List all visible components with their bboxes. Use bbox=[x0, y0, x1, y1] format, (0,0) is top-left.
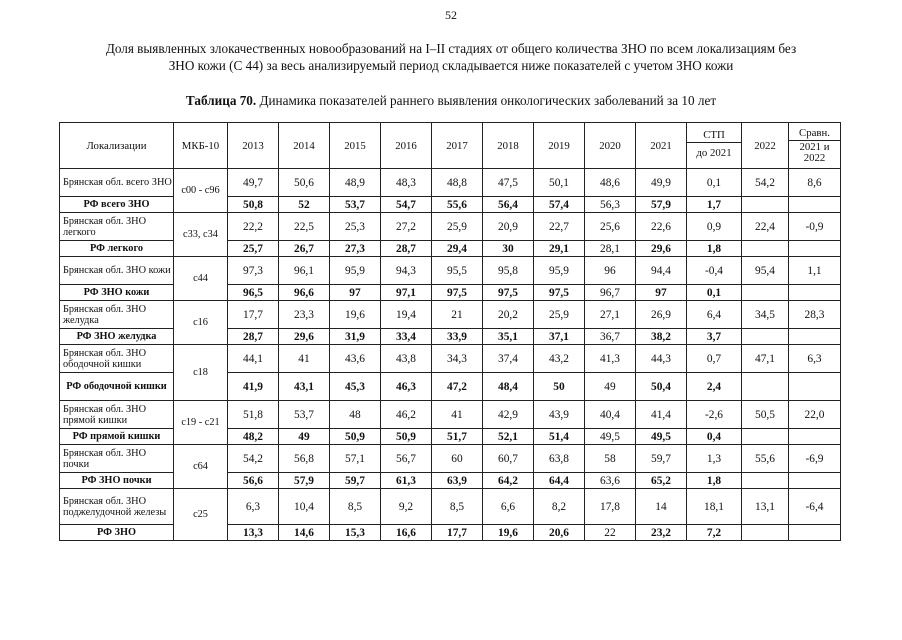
header-compare bbox=[789, 123, 841, 169]
value-cell: 17,8 bbox=[585, 489, 636, 525]
value-cell: 49,7 bbox=[228, 169, 279, 197]
compare-cell: -6,4 bbox=[789, 489, 841, 525]
header-year: 2017 bbox=[432, 123, 483, 169]
value-cell: 55,6 bbox=[432, 197, 483, 213]
table-caption bbox=[50, 93, 852, 109]
header-stp-top: СТП bbox=[687, 129, 741, 143]
table-row bbox=[60, 401, 841, 429]
value-cell: 96,6 bbox=[279, 285, 330, 301]
value-cell: 48,9 bbox=[330, 169, 381, 197]
value-cell: 50,8 bbox=[228, 197, 279, 213]
value-cell: 40,4 bbox=[585, 401, 636, 429]
value-cell: 28,7 bbox=[228, 329, 279, 345]
intro-line-2: ЗНО кожи (С 44) за весь анализируемый период складывается ниже показателей с учетом ЗНО кожи bbox=[168, 58, 734, 73]
value-cell: 28,1 bbox=[585, 241, 636, 257]
row-label: Брянская обл. ЗНО кожи bbox=[60, 257, 174, 285]
value-cell: 60 bbox=[432, 445, 483, 473]
icd-code: с25 bbox=[174, 489, 228, 541]
cancer-detection-table bbox=[59, 122, 841, 541]
icd-code: с16 bbox=[174, 301, 228, 345]
value-cell: 50,6 bbox=[279, 169, 330, 197]
value-cell: 25,6 bbox=[585, 213, 636, 241]
value-cell: 25,9 bbox=[534, 301, 585, 329]
value-2022-cell bbox=[742, 329, 789, 345]
value-cell: 49 bbox=[585, 373, 636, 401]
row-label: Брянская обл. ЗНО желудка bbox=[60, 301, 174, 329]
row-label: Брянская обл. всего ЗНО bbox=[60, 169, 174, 197]
header-compare-top: Сравн. bbox=[789, 127, 840, 141]
value-cell: 48,6 bbox=[585, 169, 636, 197]
value-cell: 43,8 bbox=[381, 345, 432, 373]
value-cell: 26,9 bbox=[636, 301, 687, 329]
compare-cell: 8,6 bbox=[789, 169, 841, 197]
stp-cell: 1,8 bbox=[687, 241, 742, 257]
value-cell: 27,3 bbox=[330, 241, 381, 257]
value-cell: 48 bbox=[330, 401, 381, 429]
value-cell: 51,4 bbox=[534, 429, 585, 445]
value-cell: 29,6 bbox=[279, 329, 330, 345]
value-cell: 60,7 bbox=[483, 445, 534, 473]
value-cell: 17,7 bbox=[432, 525, 483, 541]
value-2022-cell: 13,1 bbox=[742, 489, 789, 525]
value-cell: 19,6 bbox=[483, 525, 534, 541]
table-row bbox=[60, 301, 841, 329]
page-number: 52 bbox=[445, 8, 457, 22]
header-compare-bottom: 2021 и 2022 bbox=[799, 140, 830, 164]
row-label: Брянская обл. ЗНО поджелудочной железы bbox=[60, 489, 174, 525]
value-cell: 52 bbox=[279, 197, 330, 213]
header-icd: МКБ-10 bbox=[174, 123, 228, 169]
value-cell: 50,1 bbox=[534, 169, 585, 197]
value-cell: 95,9 bbox=[534, 257, 585, 285]
value-cell: 51,8 bbox=[228, 401, 279, 429]
compare-cell bbox=[789, 473, 841, 489]
value-cell: 48,8 bbox=[432, 169, 483, 197]
value-cell: 8,2 bbox=[534, 489, 585, 525]
value-cell: 34,3 bbox=[432, 345, 483, 373]
value-cell: 49,9 bbox=[636, 169, 687, 197]
table-row bbox=[60, 213, 841, 241]
value-cell: 8,5 bbox=[330, 489, 381, 525]
value-cell: 63,9 bbox=[432, 473, 483, 489]
value-cell: 23,2 bbox=[636, 525, 687, 541]
value-cell: 65,2 bbox=[636, 473, 687, 489]
value-cell: 56,4 bbox=[483, 197, 534, 213]
value-cell: 50,9 bbox=[330, 429, 381, 445]
value-cell: 57,1 bbox=[330, 445, 381, 473]
value-2022-cell bbox=[742, 373, 789, 401]
value-cell: 42,9 bbox=[483, 401, 534, 429]
icd-code: с44 bbox=[174, 257, 228, 301]
value-cell: 96,5 bbox=[228, 285, 279, 301]
compare-cell bbox=[789, 525, 841, 541]
stp-cell: 1,3 bbox=[687, 445, 742, 473]
value-cell: 31,9 bbox=[330, 329, 381, 345]
value-cell: 43,9 bbox=[534, 401, 585, 429]
value-cell: 50,4 bbox=[636, 373, 687, 401]
value-cell: 97,3 bbox=[228, 257, 279, 285]
value-cell: 22,2 bbox=[228, 213, 279, 241]
header-year: 2013 bbox=[228, 123, 279, 169]
value-cell: 10,4 bbox=[279, 489, 330, 525]
row-label: Брянская обл. ЗНО прямой кишки bbox=[60, 401, 174, 429]
value-cell: 29,4 bbox=[432, 241, 483, 257]
row-label-rf: РФ прямой кишки bbox=[60, 429, 174, 445]
compare-cell: -0,9 bbox=[789, 213, 841, 241]
value-cell: 20,6 bbox=[534, 525, 585, 541]
value-cell: 22 bbox=[585, 525, 636, 541]
intro-line-1: Доля выявленных злокачественных новообразований на I–II стадиях от общего количества ЗНО по всем локализациям без bbox=[105, 41, 797, 56]
value-2022-cell: 95,4 bbox=[742, 257, 789, 285]
compare-cell: 28,3 bbox=[789, 301, 841, 329]
table-row bbox=[60, 445, 841, 473]
stp-cell: 0,4 bbox=[687, 429, 742, 445]
value-cell: 97 bbox=[330, 285, 381, 301]
value-cell: 20,9 bbox=[483, 213, 534, 241]
value-cell: 19,4 bbox=[381, 301, 432, 329]
value-cell: 56,6 bbox=[228, 473, 279, 489]
compare-cell bbox=[789, 241, 841, 257]
icd-code: с00 - с96 bbox=[174, 169, 228, 213]
value-2022-cell: 47,1 bbox=[742, 345, 789, 373]
value-2022-cell bbox=[742, 473, 789, 489]
value-cell: 6,6 bbox=[483, 489, 534, 525]
value-cell: 22,5 bbox=[279, 213, 330, 241]
value-cell: 63,8 bbox=[534, 445, 585, 473]
value-cell: 50,9 bbox=[381, 429, 432, 445]
value-cell: 43,1 bbox=[279, 373, 330, 401]
value-cell: 13,3 bbox=[228, 525, 279, 541]
compare-cell bbox=[789, 285, 841, 301]
value-cell: 97,5 bbox=[483, 285, 534, 301]
value-cell: 54,2 bbox=[228, 445, 279, 473]
compare-cell bbox=[789, 197, 841, 213]
row-label-rf: РФ ЗНО желудка bbox=[60, 329, 174, 345]
row-label-rf: РФ ЗНО почки bbox=[60, 473, 174, 489]
intro-paragraph bbox=[50, 40, 852, 74]
value-2022-cell bbox=[742, 241, 789, 257]
value-cell: 15,3 bbox=[330, 525, 381, 541]
stp-cell: 0,9 bbox=[687, 213, 742, 241]
value-cell: 14,6 bbox=[279, 525, 330, 541]
value-cell: 57,9 bbox=[636, 197, 687, 213]
value-cell: 45,3 bbox=[330, 373, 381, 401]
stp-cell: 1,7 bbox=[687, 197, 742, 213]
table-caption-label: Таблица 70. bbox=[185, 93, 257, 108]
value-cell: 41,3 bbox=[585, 345, 636, 373]
compare-cell: 22,0 bbox=[789, 401, 841, 429]
value-cell: 29,6 bbox=[636, 241, 687, 257]
compare-cell bbox=[789, 429, 841, 445]
row-label-rf: РФ ЗНО кожи bbox=[60, 285, 174, 301]
value-2022-cell bbox=[742, 429, 789, 445]
compare-cell bbox=[789, 329, 841, 345]
value-cell: 46,3 bbox=[381, 373, 432, 401]
value-cell: 6,3 bbox=[228, 489, 279, 525]
value-cell: 58 bbox=[585, 445, 636, 473]
header-year: 2016 bbox=[381, 123, 432, 169]
header-stp-bottom: до 2021 bbox=[696, 146, 732, 159]
value-cell: 25,7 bbox=[228, 241, 279, 257]
value-cell: 49,5 bbox=[585, 429, 636, 445]
header-localization: Локализации bbox=[60, 123, 174, 169]
header-year: 2019 bbox=[534, 123, 585, 169]
stp-cell: 2,4 bbox=[687, 373, 742, 401]
compare-cell: 1,1 bbox=[789, 257, 841, 285]
value-cell: 61,3 bbox=[381, 473, 432, 489]
value-cell: 59,7 bbox=[330, 473, 381, 489]
value-cell: 25,3 bbox=[330, 213, 381, 241]
value-cell: 41,4 bbox=[636, 401, 687, 429]
row-label-rf: РФ всего ЗНО bbox=[60, 197, 174, 213]
header-stp bbox=[687, 123, 742, 169]
value-cell: 96 bbox=[585, 257, 636, 285]
value-cell: 97,5 bbox=[534, 285, 585, 301]
value-cell: 96,1 bbox=[279, 257, 330, 285]
value-2022-cell bbox=[742, 197, 789, 213]
value-cell: 94,4 bbox=[636, 257, 687, 285]
value-cell: 38,2 bbox=[636, 329, 687, 345]
value-cell: 30 bbox=[483, 241, 534, 257]
header-year: 2021 bbox=[636, 123, 687, 169]
value-cell: 56,3 bbox=[585, 197, 636, 213]
value-cell: 37,1 bbox=[534, 329, 585, 345]
value-cell: 26,7 bbox=[279, 241, 330, 257]
value-cell: 48,3 bbox=[381, 169, 432, 197]
compare-cell: -6,9 bbox=[789, 445, 841, 473]
value-cell: 41,9 bbox=[228, 373, 279, 401]
value-cell: 44,3 bbox=[636, 345, 687, 373]
value-2022-cell bbox=[742, 285, 789, 301]
header-year: 2014 bbox=[279, 123, 330, 169]
value-cell: 33,4 bbox=[381, 329, 432, 345]
icd-code: с18 bbox=[174, 345, 228, 401]
stp-cell: 0,7 bbox=[687, 345, 742, 373]
value-cell: 22,7 bbox=[534, 213, 585, 241]
value-cell: 50 bbox=[534, 373, 585, 401]
stp-cell: 0,1 bbox=[687, 169, 742, 197]
stp-cell: 1,8 bbox=[687, 473, 742, 489]
table-row bbox=[60, 257, 841, 285]
value-cell: 48,4 bbox=[483, 373, 534, 401]
value-cell: 59,7 bbox=[636, 445, 687, 473]
value-cell: 8,5 bbox=[432, 489, 483, 525]
value-2022-cell: 22,4 bbox=[742, 213, 789, 241]
value-cell: 63,6 bbox=[585, 473, 636, 489]
table-row bbox=[60, 345, 841, 373]
value-2022-cell: 34,5 bbox=[742, 301, 789, 329]
value-cell: 49,5 bbox=[636, 429, 687, 445]
icd-code: с19 - с21 bbox=[174, 401, 228, 445]
value-cell: 53,7 bbox=[279, 401, 330, 429]
value-cell: 57,9 bbox=[279, 473, 330, 489]
value-cell: 23,3 bbox=[279, 301, 330, 329]
value-cell: 52,1 bbox=[483, 429, 534, 445]
value-cell: 56,7 bbox=[381, 445, 432, 473]
value-cell: 43,2 bbox=[534, 345, 585, 373]
value-cell: 56,8 bbox=[279, 445, 330, 473]
row-label: Брянская обл. ЗНО почки bbox=[60, 445, 174, 473]
value-cell: 51,7 bbox=[432, 429, 483, 445]
compare-cell: 6,3 bbox=[789, 345, 841, 373]
value-cell: 96,7 bbox=[585, 285, 636, 301]
stp-cell: 7,2 bbox=[687, 525, 742, 541]
icd-code: с33, с34 bbox=[174, 213, 228, 257]
table-row bbox=[60, 169, 841, 197]
row-label-rf: РФ ЗНО bbox=[60, 525, 174, 541]
value-cell: 41 bbox=[279, 345, 330, 373]
header-year: 2020 bbox=[585, 123, 636, 169]
header-year: 2015 bbox=[330, 123, 381, 169]
value-cell: 97,1 bbox=[381, 285, 432, 301]
value-cell: 22,6 bbox=[636, 213, 687, 241]
table-row bbox=[60, 489, 841, 525]
value-cell: 49 bbox=[279, 429, 330, 445]
value-cell: 36,7 bbox=[585, 329, 636, 345]
value-cell: 47,5 bbox=[483, 169, 534, 197]
value-cell: 25,9 bbox=[432, 213, 483, 241]
value-cell: 46,2 bbox=[381, 401, 432, 429]
value-cell: 54,7 bbox=[381, 197, 432, 213]
header-2022: 2022 bbox=[742, 123, 789, 169]
value-cell: 47,2 bbox=[432, 373, 483, 401]
table-caption-text: Динамика показателей раннего выявления онкологических заболеваний за 10 лет bbox=[256, 93, 717, 108]
value-cell: 95,9 bbox=[330, 257, 381, 285]
value-cell: 57,4 bbox=[534, 197, 585, 213]
value-cell: 16,6 bbox=[381, 525, 432, 541]
stp-cell: 0,1 bbox=[687, 285, 742, 301]
value-2022-cell: 55,6 bbox=[742, 445, 789, 473]
value-cell: 41 bbox=[432, 401, 483, 429]
value-cell: 37,4 bbox=[483, 345, 534, 373]
value-2022-cell: 54,2 bbox=[742, 169, 789, 197]
table-body bbox=[60, 169, 841, 541]
value-cell: 94,3 bbox=[381, 257, 432, 285]
stp-cell: 3,7 bbox=[687, 329, 742, 345]
compare-cell bbox=[789, 373, 841, 401]
value-cell: 97,5 bbox=[432, 285, 483, 301]
value-cell: 21 bbox=[432, 301, 483, 329]
value-2022-cell: 50,5 bbox=[742, 401, 789, 429]
value-cell: 64,4 bbox=[534, 473, 585, 489]
row-label: Брянская обл. ЗНО ободочной кишки bbox=[60, 345, 174, 373]
value-cell: 20,2 bbox=[483, 301, 534, 329]
stp-cell: 18,1 bbox=[687, 489, 742, 525]
value-cell: 27,2 bbox=[381, 213, 432, 241]
value-cell: 28,7 bbox=[381, 241, 432, 257]
value-cell: 35,1 bbox=[483, 329, 534, 345]
value-cell: 33,9 bbox=[432, 329, 483, 345]
value-cell: 9,2 bbox=[381, 489, 432, 525]
stp-cell: -2,6 bbox=[687, 401, 742, 429]
value-cell: 48,2 bbox=[228, 429, 279, 445]
value-cell: 95,5 bbox=[432, 257, 483, 285]
icd-code: с64 bbox=[174, 445, 228, 489]
value-cell: 27,1 bbox=[585, 301, 636, 329]
value-cell: 43,6 bbox=[330, 345, 381, 373]
value-cell: 44,1 bbox=[228, 345, 279, 373]
stp-cell: -0,4 bbox=[687, 257, 742, 285]
row-label: Брянская обл. ЗНО легкого bbox=[60, 213, 174, 241]
value-cell: 95,8 bbox=[483, 257, 534, 285]
value-cell: 14 bbox=[636, 489, 687, 525]
value-cell: 19,6 bbox=[330, 301, 381, 329]
value-cell: 97 bbox=[636, 285, 687, 301]
row-label-rf: РФ ободочной кишки bbox=[60, 373, 174, 401]
value-cell: 53,7 bbox=[330, 197, 381, 213]
value-cell: 29,1 bbox=[534, 241, 585, 257]
value-cell: 17,7 bbox=[228, 301, 279, 329]
row-label-rf: РФ легкого bbox=[60, 241, 174, 257]
stp-cell: 6,4 bbox=[687, 301, 742, 329]
header-year: 2018 bbox=[483, 123, 534, 169]
value-2022-cell bbox=[742, 525, 789, 541]
value-cell: 64,2 bbox=[483, 473, 534, 489]
